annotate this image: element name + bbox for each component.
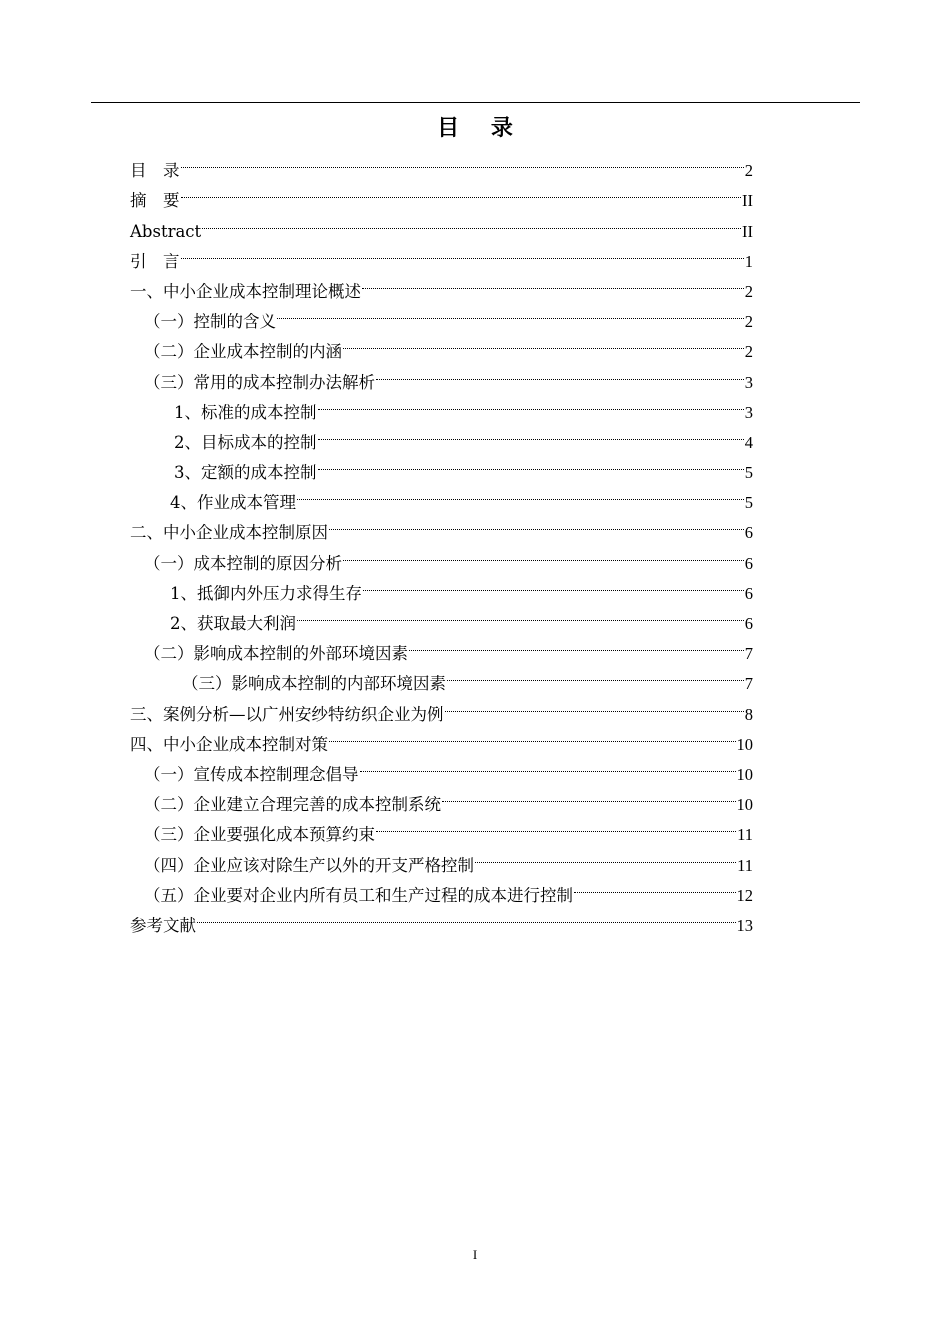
toc-entry-label: （二）影响成本控制的外部环境因素 <box>144 644 408 664</box>
toc-title: 目 录 <box>437 116 525 141</box>
toc-entry-label: （一）控制的含义 <box>144 312 276 332</box>
toc-entry-page: 10 <box>736 795 753 815</box>
toc-entry-page: 11 <box>737 825 753 845</box>
dot-leader <box>362 267 744 297</box>
dot-leader <box>475 840 736 870</box>
dot-leader <box>574 871 736 901</box>
dot-leader <box>360 750 736 780</box>
toc-entry-page: 3 <box>744 372 753 392</box>
dot-leader <box>442 780 736 810</box>
toc-entry-page: 6 <box>744 523 753 543</box>
toc-entry-page: 1 <box>744 251 753 271</box>
dot-leader <box>318 418 744 448</box>
toc-entry-label: 1、抵御内外压力求得生存 <box>170 583 362 603</box>
toc-entry-label: （三）常用的成本控制办法解析 <box>144 372 375 392</box>
toc-list <box>130 146 753 935</box>
toc-entry-page: 5 <box>744 463 753 483</box>
toc-entry-label: 一、中小企业成本控制理论概述 <box>130 281 361 301</box>
toc-entry-label: 摘 要 <box>130 191 180 211</box>
toc-entry-label: （二）企业建立合理完善的成本控制系统 <box>144 795 441 815</box>
toc-entry-page: II <box>742 221 753 241</box>
toc-entry[interactable] <box>130 901 753 935</box>
toc-entry-page: 2 <box>744 161 753 181</box>
toc-entry-page: 2 <box>744 312 753 332</box>
toc-entry-label: 2、获取最大利润 <box>170 614 296 633</box>
toc-entry-label: （一）成本控制的原因分析 <box>144 553 342 573</box>
dot-leader <box>197 901 736 931</box>
toc-entry-label: 1、标准的成本控制 <box>174 402 317 422</box>
header-rule <box>91 102 860 103</box>
dot-leader <box>343 327 744 357</box>
dot-leader <box>409 629 744 659</box>
toc-entry-label: Abstract <box>130 221 202 241</box>
dot-leader <box>181 146 744 176</box>
dot-leader <box>343 538 744 568</box>
toc-entry-label: 三、案例分析—以广州安纱特纺织企业为例 <box>130 704 444 724</box>
toc-entry-label: 2、目标成本的控制 <box>174 432 317 452</box>
toc-entry-page: 2 <box>744 281 753 301</box>
toc-entry[interactable] <box>130 206 753 241</box>
toc-entry-label: 目 录 <box>130 161 180 181</box>
toc-entry-label: 参考文献 <box>130 915 196 935</box>
dot-leader <box>202 206 741 236</box>
toc-entry-page: 10 <box>736 764 753 784</box>
toc-entry-label: （二）企业成本控制的内涵 <box>144 342 342 362</box>
toc-entry-label: 二、中小企业成本控制原因 <box>130 523 328 543</box>
toc-entry-page: 7 <box>744 644 753 664</box>
dot-leader <box>318 448 744 478</box>
footer-page-number: I <box>472 1247 478 1262</box>
dot-leader <box>445 689 744 719</box>
toc-entry-label: （四）企业应该对除生产以外的开支严格控制 <box>144 855 474 875</box>
toc-entry-page: 7 <box>744 674 753 694</box>
dot-leader <box>181 176 742 206</box>
dot-leader <box>329 508 744 538</box>
toc-entry-label: 4、作业成本管理 <box>170 493 296 513</box>
toc-entry[interactable] <box>130 146 753 181</box>
toc-entry-page: 11 <box>737 855 753 875</box>
toc-entry-page: 12 <box>736 885 753 905</box>
dot-leader <box>376 357 744 387</box>
toc-entry[interactable] <box>130 267 753 301</box>
toc-entry-page: 8 <box>744 704 753 724</box>
toc-entry-label: （三）企业要强化成本预算约束 <box>144 825 375 845</box>
toc-entry[interactable] <box>130 176 753 211</box>
toc-entry-label: 引 言 <box>130 251 180 271</box>
toc-entry-page: 2 <box>744 342 753 362</box>
toc-entry-label: 3、定额的成本控制 <box>174 463 317 483</box>
dot-leader <box>447 659 744 689</box>
dot-leader <box>329 720 736 750</box>
toc-entry-label: （三）影响成本控制的内部环境因素 <box>182 674 446 694</box>
toc-entry-page: 5 <box>744 493 753 513</box>
toc-entry-label: 四、中小企业成本控制对策 <box>130 734 328 754</box>
dot-leader <box>318 388 744 418</box>
dot-leader <box>376 810 736 840</box>
dot-leader <box>363 569 744 599</box>
toc-entry-page: 6 <box>744 553 753 573</box>
toc-entry[interactable] <box>130 237 753 271</box>
dot-leader <box>277 297 744 327</box>
dot-leader <box>297 478 744 508</box>
toc-entry-label: （五）企业要对企业内所有员工和生产过程的成本进行控制 <box>144 885 573 905</box>
toc-entry-page: 6 <box>744 614 753 633</box>
toc-entry-page: 10 <box>736 734 753 754</box>
toc-entry-label: （一）宣传成本控制理念倡导 <box>144 764 359 784</box>
toc-entry-page: II <box>742 191 753 211</box>
toc-entry-page: 3 <box>744 402 753 422</box>
toc-entry-page: 6 <box>744 583 753 603</box>
toc-entry-page: 4 <box>744 432 753 452</box>
dot-leader <box>297 599 744 629</box>
toc-entry-page: 13 <box>736 915 753 935</box>
dot-leader <box>181 237 744 267</box>
